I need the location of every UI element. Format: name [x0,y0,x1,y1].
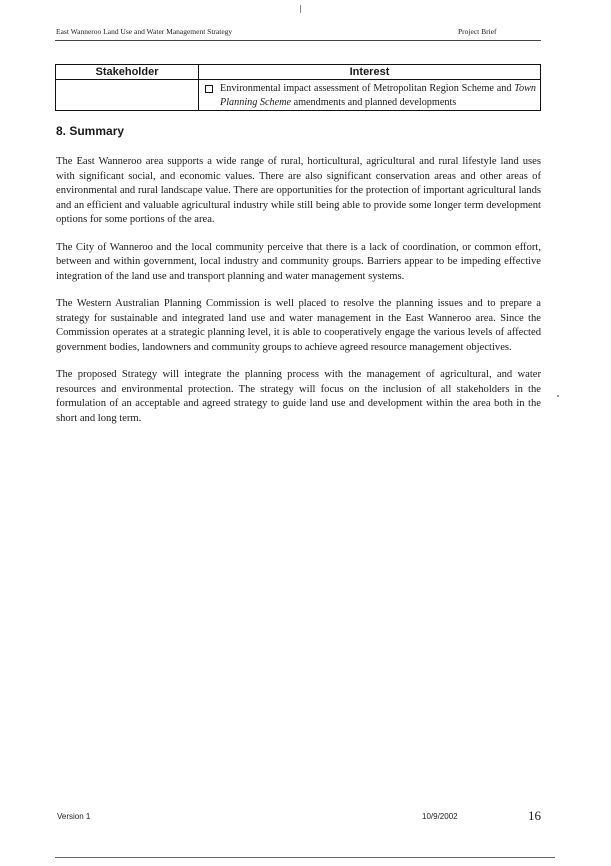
interest-text: Environmental impact assessment of Metropolitan Region Scheme and Town Planning Scheme amendments and planned developments [220,83,536,108]
page-number: 16 [528,808,541,823]
stakeholder-table [55,64,541,111]
summary-paragraph-3: The Western Australian Planning Commission is well placed to resolve the planning issues and to prepare a strategy for sustainable and integrated land use and water management in the East Wanneroo area. Since the Commission operates at a strategic planning level, it is able to cooperatively engage the various levels of affected government bodies, landowners and community groups to achieve agreed resource management objectives. [56,298,541,353]
summary-paragraph-2: The City of Wanneroo and the local community perceive that there is a lack of coordination, or common effort, between and within government, local industry and community groups. Barriers appear to be impeding effective integration of the land use and transport planning and water management systems. [56,241,541,282]
checkbox-bullet-icon [205,85,213,93]
column-header-stakeholder: Stakeholder [56,65,199,80]
table-row [56,80,541,111]
footer-version: Version 1 [57,812,91,821]
interest-cell [199,80,541,111]
stakeholder-cell [56,80,199,111]
header-divider [55,40,541,41]
italic-phrase: Town Planning Scheme [220,83,536,108]
summary-body [56,155,541,439]
section-heading: 8. Summary [56,124,125,138]
footer-divider [55,857,555,858]
header-document-title: East Wanneroo Land Use and Water Management Strategy [56,27,233,36]
scan-tick-mark [300,5,301,13]
summary-paragraph-1: The East Wanneroo area supports a wide range of rural, horticultural, agricultural and rural lifestyle land uses with significant social, and economic values. There are also significant conservation areas and other areas of environmental and rural landscape value. There are opportunities for the protection of important agricultural lands and an efficient and valuable agricultural industry while still being able to provide some longer term development options for some portions of the area. [56,156,541,225]
footer-date: 10/9/2002 [422,812,458,821]
summary-paragraph-4: The proposed Strategy will integrate the planning process with the management of agricultural, and water resources and environmental protection. The strategy will focus on the inclusion of all stakeholders in the formulation of an acceptable and agreed strategy to guide land use and development within the area both in the short and long term. [56,369,541,424]
header-section-title: Project Brief [458,27,497,36]
table-header-row [56,65,541,80]
column-header-interest: Interest [199,65,541,80]
scan-speck [557,395,559,397]
